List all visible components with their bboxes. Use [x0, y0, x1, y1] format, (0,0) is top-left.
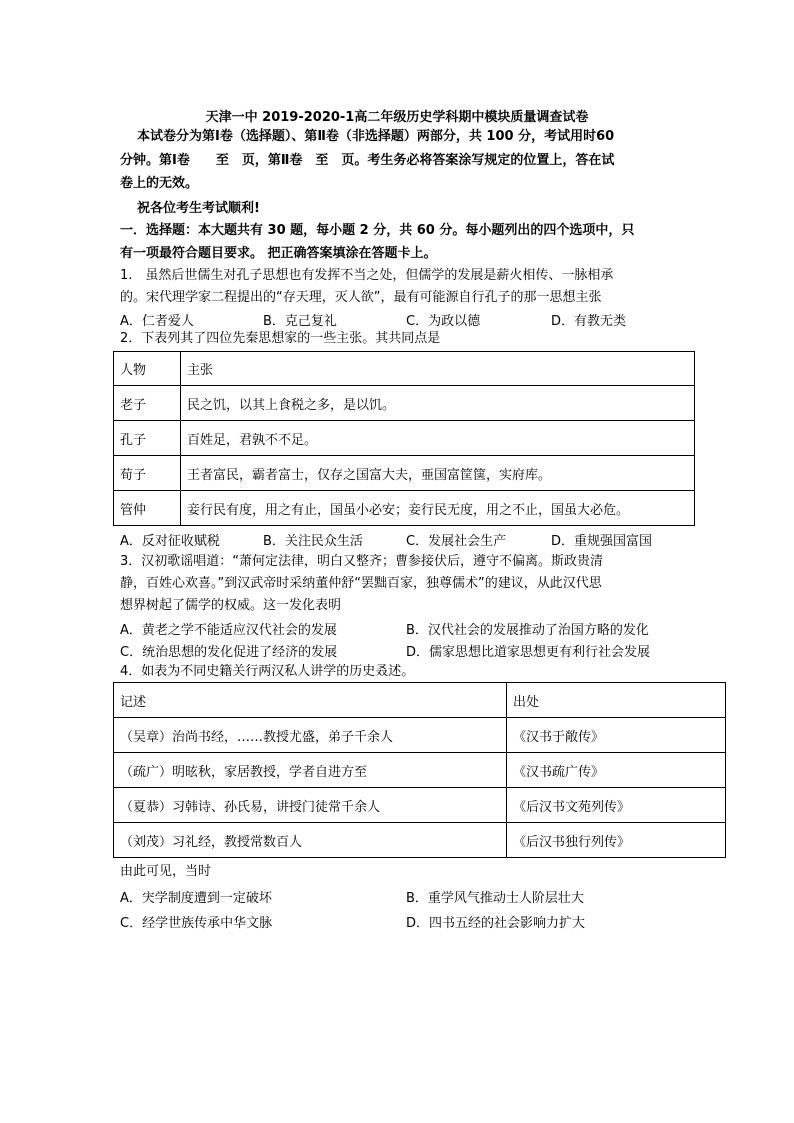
- table-cell: （吴章）治尚书经，……教授尤盛，弟子千余人: [114, 718, 507, 753]
- exam-title: 天津一中 2019-2020-1高二年级历史学科期中模块质量调查试卷: [205, 110, 589, 125]
- q4-option-c[interactable]: C．经学世族传承中华文脉: [120, 916, 273, 931]
- table-cell: 孔子: [114, 421, 181, 456]
- section-instructions-line-1: 一．选择题：本大题共有 30 题，每小题 2 分，共 60 分。每小题列出的四个选项中，只: [120, 223, 635, 238]
- q2-option-a[interactable]: A．反对征收赋税: [120, 534, 220, 549]
- q3-stem-line-1: 3．汉初歌谣唱道：“萧何定法律，明白又整齐；曹参接伏后，遵守不偏离。斯政贵清: [120, 554, 604, 569]
- table-header-cell: 记述: [114, 683, 507, 718]
- good-luck-line: 祝各位考生考试顺利!: [137, 201, 260, 216]
- table-cell: 妾行民有度，用之有止，国虽小必安；妾行民无度，用之不止，国虽大必危。: [181, 491, 695, 526]
- table-row: [114, 753, 726, 788]
- table-cell: 《后汉书文苑列传》: [507, 788, 726, 823]
- table-row: [114, 491, 695, 526]
- q4-option-a[interactable]: A．宊学制度遭到一定破坏: [120, 891, 272, 906]
- table-cell: 荀子: [114, 456, 181, 491]
- table-header-cell: 主张: [181, 352, 695, 386]
- table-header-cell: 人物: [114, 352, 181, 386]
- intro-line-3: 卷上的无效。: [120, 176, 199, 191]
- intro-line-2: 分钟。第Ⅰ卷 至 页，第Ⅱ卷 至 页。考生务必将答案涂写规定的位置上，答在试: [120, 153, 615, 168]
- table-cell: 《后汉书独行列传》: [507, 823, 726, 858]
- table-row: [114, 456, 695, 491]
- q3-option-c[interactable]: C．统治思想的发化促进了经济的发展: [120, 645, 338, 660]
- table-cell: 老子: [114, 386, 181, 421]
- table-cell: 百姓足，君孰不不足。: [181, 421, 695, 456]
- q3-stem-line-3: 想界树起了儒学的权威。这一发化表明: [120, 598, 342, 613]
- q2-stem: 2．下表列其了四位先秦思想家的一些主张。其共同点是: [120, 331, 441, 346]
- section-instructions-line-2: 有一项最符合题目要求。 把正确答案填涂在答题卡上。: [120, 246, 437, 261]
- q1-stem-line-2: 的。宋代理学家二程提出的“存天理，灭人欲”，最有可能源自行孔子的那一思想主张: [120, 290, 602, 305]
- table-cell: （刘茂）习礼经，教授常数百人: [114, 823, 507, 858]
- q2-option-b[interactable]: B．关注民众生活: [263, 534, 363, 549]
- q3-option-a[interactable]: A．黄老之学不能适应汉代社会的发展: [120, 623, 337, 638]
- q4-stem: 4．如表为不同史籍关行两汉私人讲学的历史叒述。: [120, 664, 415, 679]
- table-cell: 《汉书于敞传》: [507, 718, 726, 753]
- table-row: [114, 421, 695, 456]
- q2-table: [113, 351, 695, 526]
- table-cell: 《汉书疏广传》: [507, 753, 726, 788]
- table-row: [114, 718, 726, 753]
- q3-stem-line-2: 静，百姓心欢喜。”到汉武帝时采纳董仲舒“罢黜百家，独尊儒术”的建议，从此汉代思: [120, 576, 602, 591]
- q1-option-b[interactable]: B．克己复礼: [263, 314, 337, 329]
- q2-option-d[interactable]: D．重规强国富国: [551, 534, 653, 549]
- table-header-row: [114, 683, 726, 718]
- q1-option-a[interactable]: A．仁者爱人: [120, 314, 194, 329]
- table-cell: 管仲: [114, 491, 181, 526]
- table-cell: 民之饥，以其上食税之多，是以饥。: [181, 386, 695, 421]
- intro-line-1: 本试卷分为第Ⅰ卷（选择题）、第Ⅱ卷（非选择题）两部分，共 100 分，考试用时60: [137, 129, 615, 144]
- table-cell: （夏恭）习韩诗、孙氏易，讲授门徒常千余人: [114, 788, 507, 823]
- q4-option-b[interactable]: B．重学风气推动士人阶层壮大: [406, 891, 584, 906]
- q1-stem-line-1: 1. 虽然后世儒生对孔子思想也有发挥不当之处，但儒学的发展是薪火相传、一脉相承: [120, 268, 614, 283]
- table-header-cell: 出处: [507, 683, 726, 718]
- table-cell: 王者富民，霸者富士，仅存之国富大夫，亜国富筐箧，实府库。: [181, 456, 695, 491]
- table-row: [114, 823, 726, 858]
- q2-option-c[interactable]: C．发展社会生产: [406, 534, 507, 549]
- table-row: [114, 788, 726, 823]
- q3-option-d[interactable]: D．儒家思想比道家思想更有利行社会发展: [406, 645, 651, 660]
- q4-option-d[interactable]: D．四书五经的社会影响力扩大: [406, 916, 586, 931]
- q4-tail: 由此可见，当时: [120, 864, 212, 879]
- q4-table: [113, 682, 726, 858]
- table-header-row: [114, 352, 695, 386]
- table-cell: （疏广）明昡秋，家居教授，学者自进方至: [114, 753, 507, 788]
- q3-option-b[interactable]: B．汉代社会的发展推动了治国方略的发化: [406, 623, 649, 638]
- table-row: [114, 386, 695, 421]
- q1-option-c[interactable]: C．为政以德: [406, 314, 481, 329]
- q1-option-d[interactable]: D．有教无类: [551, 314, 627, 329]
